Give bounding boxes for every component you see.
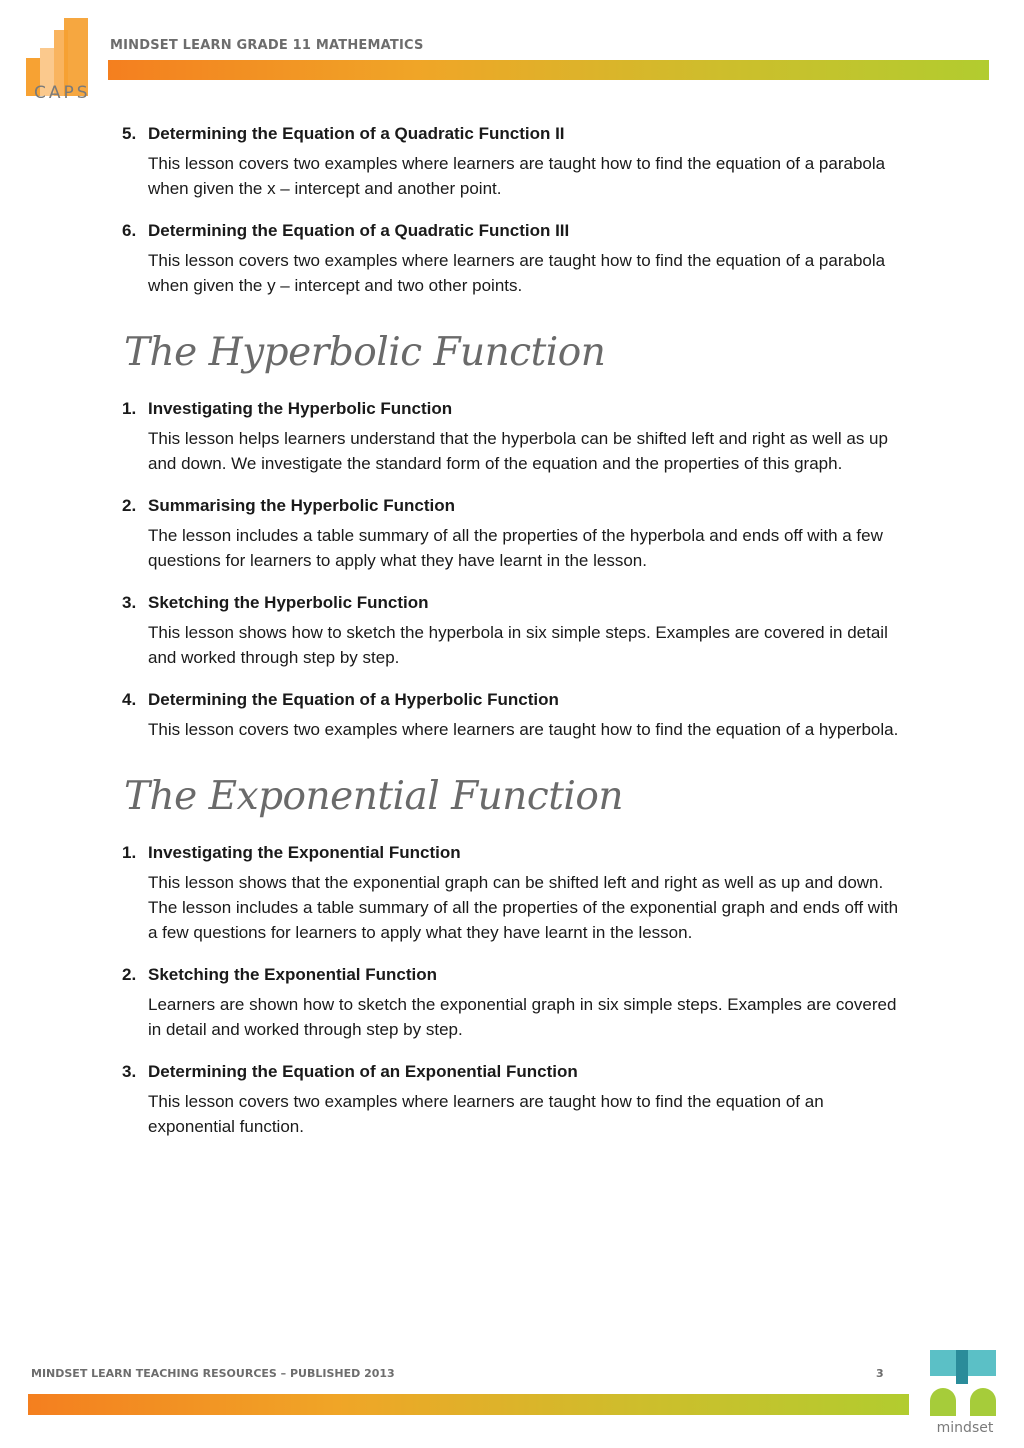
item-title: Investigating the Hyperbolic Function: [148, 399, 453, 418]
item-description: This lesson shows that the exponential graph can be shifted left and right as well as up and down. The lesson includes a table summary of all the properties of the exponential graph and ends off with a few questions for learners to apply what they have learnt in the lesson.: [148, 873, 899, 942]
list-item: [122, 591, 912, 670]
item-number: 1.: [122, 843, 137, 862]
list-item: [122, 963, 912, 1042]
item-description: This lesson covers two examples where learners are taught how to find the equation of a parabola when given the y – intercept and two other points.: [148, 251, 886, 295]
section-heading-exponential: The Exponential Function: [124, 774, 623, 819]
footer-title: MINDSET LEARN TEACHING RESOURCES – PUBLISHED 2013: [31, 1367, 395, 1380]
item-number: 5.: [122, 124, 137, 143]
item-title: Determining the Equation of a Quadratic Function III: [148, 221, 570, 240]
item-number: 3.: [122, 593, 137, 612]
item-description: The lesson includes a table summary of all the properties of the hyperbola and ends off with a few questions for learners to apply what they have learnt in the lesson.: [148, 526, 883, 570]
list-item: [122, 219, 912, 298]
item-number: 2.: [122, 965, 137, 984]
item-description: This lesson shows how to sketch the hyperbola in six simple steps. Examples are covered in detail and worked through step by step.: [148, 623, 888, 667]
item-number: 1.: [122, 399, 137, 418]
mindset-logo-text: mindset: [936, 1420, 994, 1436]
page-number: 3: [876, 1367, 884, 1380]
caps-logo-text: CAPS: [34, 83, 91, 103]
document-content: [122, 122, 912, 1157]
item-description: Learners are shown how to sketch the exponential graph in six simple steps. Examples are covered in detail and worked through step by step.: [148, 995, 897, 1039]
item-title: Determining the Equation of a Hyperbolic Function: [148, 690, 559, 709]
item-title: Summarising the Hyperbolic Function: [148, 496, 455, 515]
item-title: Determining the Equation of an Exponential Function: [148, 1062, 578, 1081]
item-title: Sketching the Exponential Function: [148, 965, 438, 984]
item-description: This lesson covers two examples where learners are taught how to find the equation of a hyperbola.: [148, 720, 899, 739]
list-item: [122, 688, 912, 742]
item-title: Determining the Equation of a Quadratic Function II: [148, 124, 565, 143]
footer-bar: [28, 1394, 909, 1415]
list-item: [122, 841, 912, 945]
item-title: Investigating the Exponential Function: [148, 843, 461, 862]
section-heading-hyperbolic: The Hyperbolic Function: [124, 330, 606, 375]
item-number: 4.: [122, 690, 137, 709]
header-title: MINDSET LEARN GRADE 11 MATHEMATICS: [110, 38, 424, 53]
header-bar: [108, 60, 989, 80]
item-description: This lesson helps learners understand that the hyperbola can be shifted left and right as well as up and down. We investigate the standard form of the equation and the properties of this graph.: [148, 429, 888, 473]
list-item: [122, 122, 912, 201]
list-item: [122, 1060, 912, 1139]
item-title: Sketching the Hyperbolic Function: [148, 593, 429, 612]
item-number: 2.: [122, 496, 137, 515]
item-number: 6.: [122, 221, 137, 240]
mindset-logo: [930, 1350, 1000, 1440]
item-description: This lesson covers two examples where learners are taught how to find the equation of an exponential function.: [148, 1092, 824, 1136]
list-item: [122, 397, 912, 476]
list-item: [122, 494, 912, 573]
item-description: This lesson covers two examples where learners are taught how to find the equation of a parabola when given the x – intercept and another point.: [148, 154, 886, 198]
item-number: 3.: [122, 1062, 137, 1081]
